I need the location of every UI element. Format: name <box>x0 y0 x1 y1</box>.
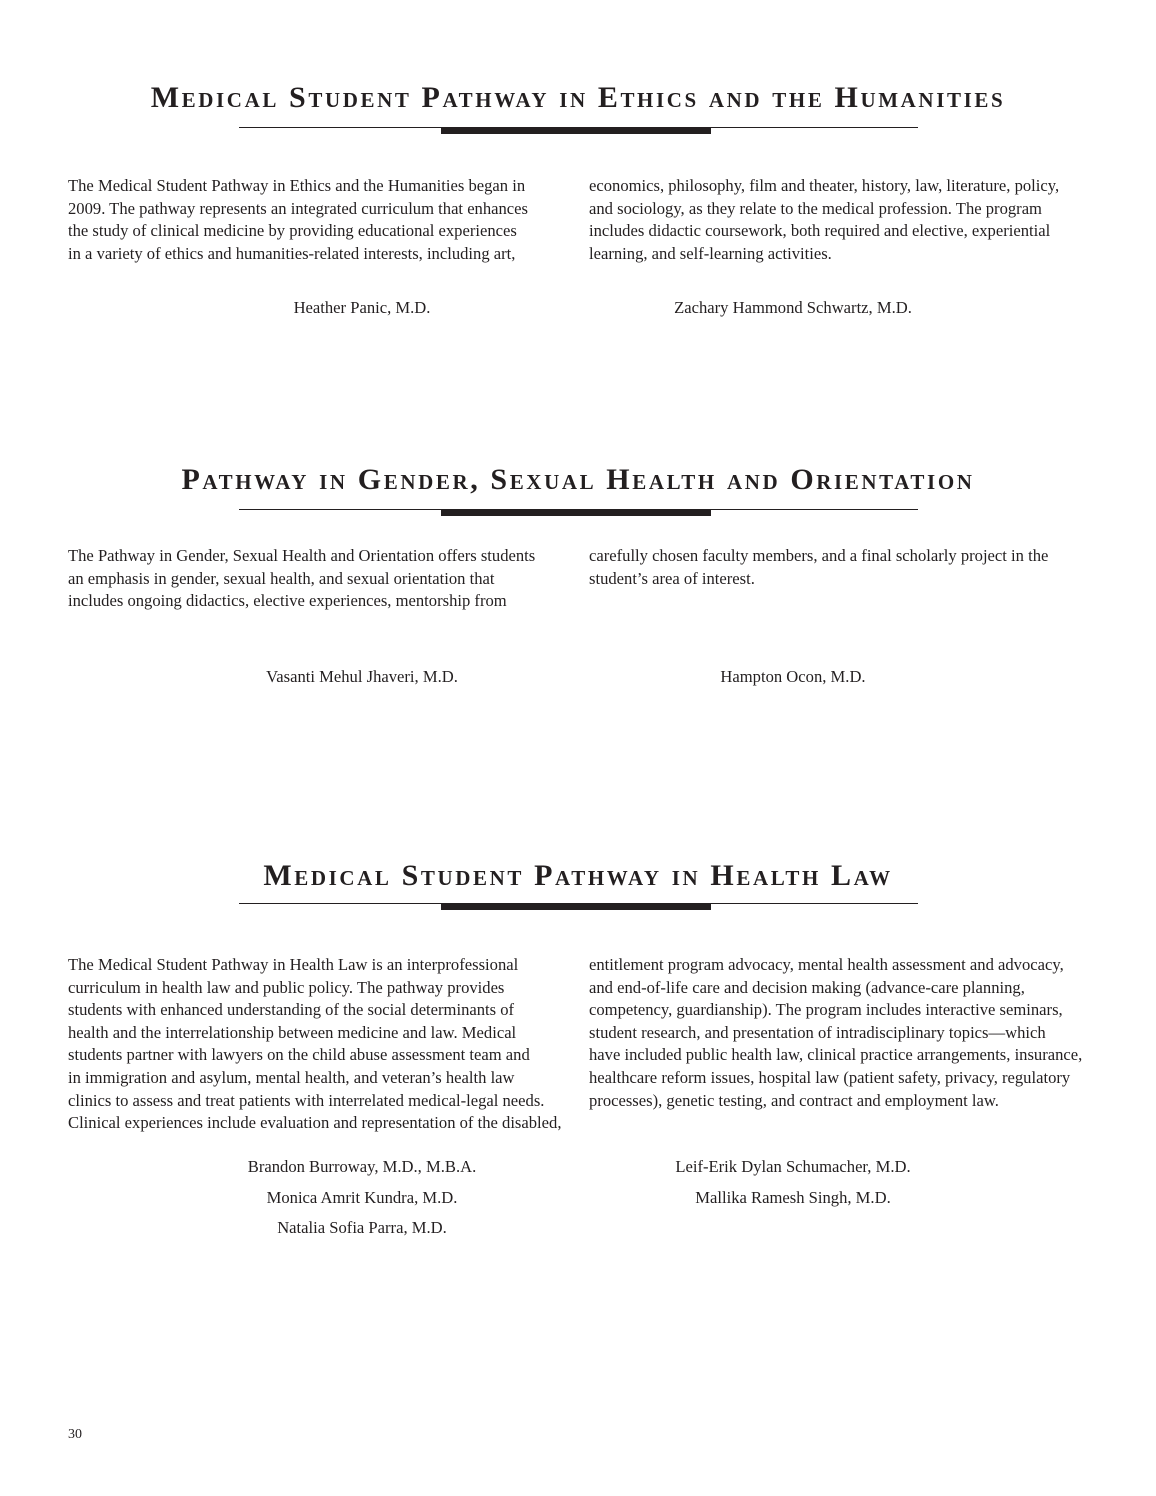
body-line: includes didactic coursework, both required and elective, experiential <box>589 221 1051 241</box>
faculty-names-left <box>162 662 562 693</box>
title-rule-accent <box>441 128 711 134</box>
body-line: The Medical Student Pathway in Health Law is an interprofessional <box>68 955 519 974</box>
body-line: processes), genetic testing, and contract and employment law. <box>589 1090 999 1110</box>
body-line: in a variety of ethics and humanities-related interests, including art, <box>68 243 516 263</box>
faculty-name: Hampton Ocon, M.D. <box>720 667 866 686</box>
section-body-left <box>68 545 568 613</box>
body-line: student’s area of interest. <box>589 568 755 588</box>
body-line: The Pathway in Gender, Sexual Health and Orientation offers students <box>68 546 536 565</box>
section-body-left <box>68 954 568 1135</box>
faculty-name: Vasanti Mehul Jhaveri, M.D. <box>266 667 458 686</box>
body-line: and end-of-life care and decision making (advance-care planning, <box>589 977 1025 997</box>
section-title-health-law: Medical Student Pathway in Health Law <box>263 859 893 892</box>
section-body-right <box>589 175 1094 265</box>
body-line: students partner with lawyers on the child abuse assessment team and <box>68 1045 530 1065</box>
body-line: student research, and presentation of intradisciplinary topics—which <box>589 1022 1046 1042</box>
body-line: and sociology, as they relate to the medical profession. The program <box>589 198 1042 218</box>
section-title-gender-sexual-health: Pathway in Gender, Sexual Health and Orientation <box>181 463 975 496</box>
faculty-name: Monica Amrit Kundra, M.D. <box>266 1187 458 1207</box>
faculty-name: Natalia Sofia Parra, M.D. <box>277 1218 447 1237</box>
section-body-right <box>589 545 1094 590</box>
faculty-name: Leif-Erik Dylan Schumacher, M.D. <box>675 1157 911 1176</box>
faculty-names-right <box>593 662 993 693</box>
title-rule-accent <box>441 510 711 516</box>
faculty-names-left <box>162 1152 562 1244</box>
body-line: healthcare reform issues, hospital law (patient safety, privacy, regulatory <box>589 1067 1071 1087</box>
body-line: economics, philosophy, film and theater, history, law, literature, policy, <box>589 176 1060 195</box>
body-line: curriculum in health law and public policy. The pathway provides <box>68 977 505 997</box>
body-line: 2009. The pathway represents an integrated curriculum that enhances <box>68 198 528 218</box>
section-body-right <box>589 954 1094 1112</box>
body-line: an emphasis in gender, sexual health, and sexual orientation that <box>68 568 495 588</box>
faculty-name: Brandon Burroway, M.D., M.B.A. <box>247 1157 477 1176</box>
body-line: in immigration and asylum, mental health, and veteran’s health law <box>68 1067 515 1087</box>
body-line: learning, and self-learning activities. <box>589 243 832 263</box>
body-line: the study of clinical medicine by providing educational experiences <box>68 221 517 241</box>
body-line: includes ongoing didactics, elective experiences, mentorship from <box>68 591 507 611</box>
faculty-names-left <box>162 293 562 324</box>
body-line: clinics to assess and treat patients with interrelated medical-legal needs. <box>68 1090 545 1110</box>
faculty-name: Mallika Ramesh Singh, M.D. <box>695 1187 891 1207</box>
body-line: competency, guardianship). The program includes interactive seminars, <box>589 1000 1063 1020</box>
body-line: students with enhanced understanding of the social determinants of <box>68 1000 515 1020</box>
body-line: entitlement program advocacy, mental health assessment and advocacy, <box>589 955 1064 974</box>
page-number: 30 <box>68 1427 82 1442</box>
body-line: have included public health law, clinical practice arrangements, insurance, <box>589 1045 1083 1065</box>
faculty-name: Heather Panic, M.D. <box>293 298 431 317</box>
section-body-left <box>68 175 568 265</box>
body-line: carefully chosen faculty members, and a final scholarly project in the <box>589 546 1049 565</box>
body-line: health and the interrelationship between medicine and law. Medical <box>68 1022 517 1042</box>
body-line: Clinical experiences include evaluation and representation of the disabled, <box>68 1113 562 1133</box>
section-title-ethics-humanities: Medical Student Pathway in Ethics and the Humanities <box>150 81 1006 114</box>
faculty-names-right <box>593 1152 993 1213</box>
faculty-name: Zachary Hammond Schwartz, M.D. <box>674 298 912 317</box>
title-rule-accent <box>441 904 711 910</box>
faculty-names-right <box>593 293 993 324</box>
body-line: The Medical Student Pathway in Ethics and the Humanities began in <box>68 176 526 195</box>
